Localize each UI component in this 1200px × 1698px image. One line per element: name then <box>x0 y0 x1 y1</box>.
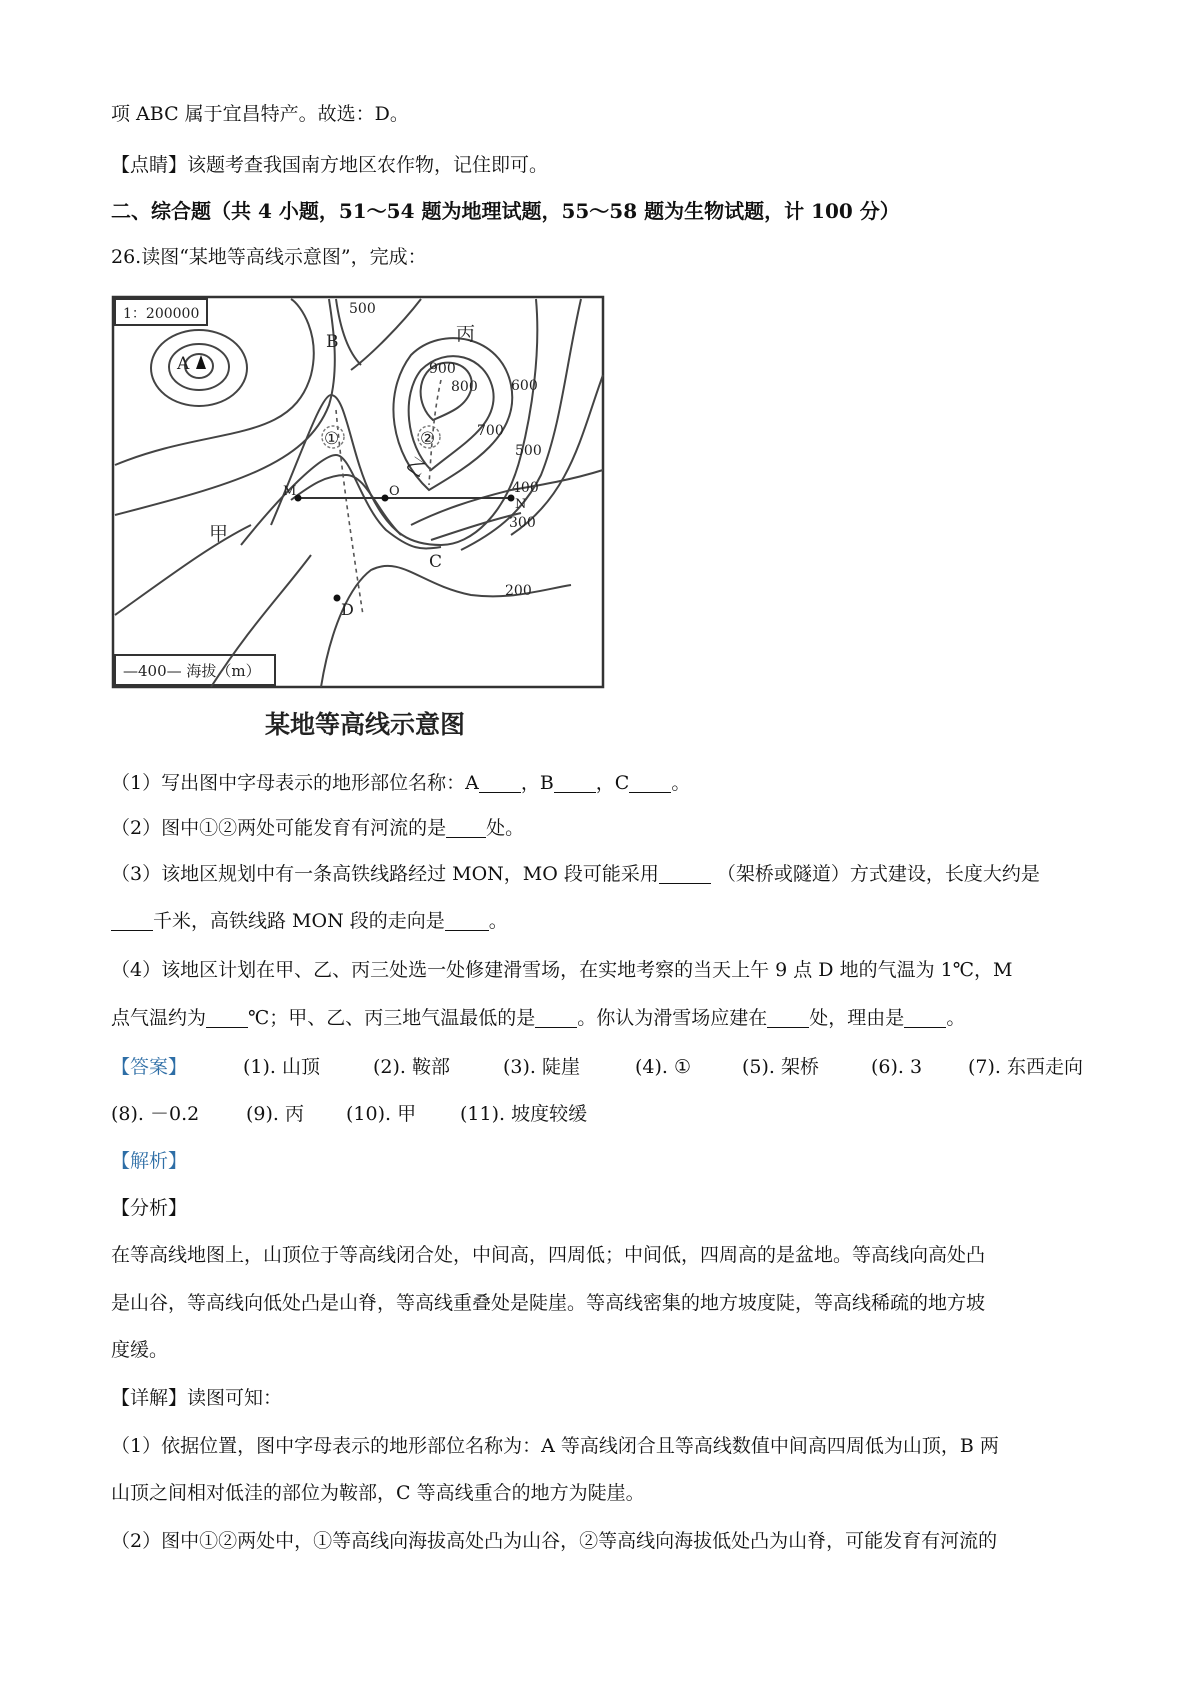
answer-blank[interactable] <box>445 910 489 931</box>
text-line: 【点睛】该题考查我国南方地区农作物，记住即可。 <box>111 154 549 176</box>
contour-line <box>431 513 521 540</box>
label-o: O <box>389 484 400 499</box>
answer-blank[interactable] <box>446 817 486 838</box>
analysis-text: 在等高线地图上，山顶位于等高线闭合处，中间高，四周低；中间低，四周高的是盆地。等高线向高处凸 <box>111 1244 986 1266</box>
analysis-label: 【解析】 <box>111 1150 188 1172</box>
answer-blank[interactable] <box>554 772 596 793</box>
answer-blank[interactable] <box>767 1007 809 1028</box>
answer-blank[interactable] <box>535 1007 577 1028</box>
question-1: （1）写出图中字母表示的地形部位名称：A ，B ，C 。 <box>111 772 691 794</box>
answer-blank[interactable] <box>206 1007 248 1028</box>
question-4: （4）该地区计划在甲、乙、丙三处选一处修建滑雪场，在实地考察的当天上午 9 点 D 地的气温为 1℃，M <box>111 959 1013 981</box>
contour-line <box>115 299 335 515</box>
contour-value: 400 <box>512 480 539 496</box>
question-4-cont: 点气温约为 ℃；甲、乙、丙三地气温最低的是 。你认为滑雪场应建在 处，理由是 。 <box>111 1007 966 1029</box>
answer-item: (10). 甲 <box>346 1103 417 1125</box>
contour-value: 800 <box>451 379 478 395</box>
answer-item: (2). 鞍部 <box>373 1056 450 1078</box>
contour-line <box>321 566 571 687</box>
answer-blank[interactable] <box>659 863 711 884</box>
contour-map-figure <box>111 295 605 745</box>
scale-text: 1：200000 <box>123 306 200 322</box>
contour-value: 500 <box>515 443 542 459</box>
answer-label: 【答案】 <box>111 1056 188 1078</box>
contour-value: 600 <box>511 378 538 394</box>
answer-blank[interactable] <box>479 772 521 793</box>
point-o <box>382 495 389 502</box>
contour-value: 900 <box>429 361 456 377</box>
label-b: B <box>326 332 339 352</box>
answer-item: (4). ① <box>635 1056 692 1078</box>
label-a: A <box>177 354 190 374</box>
label-m: M <box>283 484 297 499</box>
detail-text: 山顶之间相对低洼的部位为鞍部，C 等高线重合的地方为陡崖。 <box>111 1482 645 1504</box>
question-3-cont: 千米，高铁线路 MON 段的走向是 。 <box>111 908 508 934</box>
section-heading: 二、综合题（共 4 小题，51～54 题为地理试题，55～58 题为生物试题，计 100 分） <box>111 199 900 223</box>
answer-item: (11). 坡度较缓 <box>460 1103 588 1125</box>
legend-text: —400— 海拔（m） <box>123 662 261 680</box>
valley-line <box>336 410 363 615</box>
label-yi: 乙 <box>401 452 431 482</box>
answer-item: (8). －0.2 <box>111 1103 200 1125</box>
peak-icon <box>196 355 206 369</box>
answer-item: (7). 东西走向 <box>968 1056 1083 1078</box>
question-3: （3）该地区规划中有一条高铁线路经过 MON，MO 段可能采用 （架桥或隧道）方式建设，长度大约是 <box>111 863 1040 885</box>
answer-blank[interactable] <box>629 772 671 793</box>
contour-value: 300 <box>509 515 536 531</box>
label-n: N <box>515 497 527 512</box>
label-circle-1: ① <box>324 429 340 449</box>
point-d <box>334 595 341 602</box>
label-c: C <box>429 552 443 572</box>
answer-blank[interactable] <box>111 910 153 931</box>
contour-line <box>291 475 401 535</box>
label-bing: 丙 <box>456 323 476 345</box>
analysis-subheading: 【分析】 <box>111 1197 188 1219</box>
answer-item: (6). 3 <box>871 1056 923 1078</box>
answer-item: (9). 丙 <box>246 1103 304 1125</box>
label-jia: 甲 <box>209 523 229 545</box>
text-line: 项 ABC 属于宜昌特产。故选：D。 <box>111 103 409 125</box>
analysis-text: 是山谷，等高线向低处凸是山脊，等高线重叠处是陡崖。等高线密集的地方坡度陡，等高线稀疏的地方坡 <box>111 1292 986 1314</box>
contour-value: 700 <box>477 423 504 439</box>
detail-text: （1）依据位置，图中字母表示的地形部位名称为：A 等高线闭合且等高线数值中间高四周低为山顶，B 两 <box>111 1435 999 1457</box>
contour-value: 500 <box>349 301 376 317</box>
detail-text: （2）图中①②两处中，①等高线向海拔高处凸为山谷，②等高线向海拔低处凸为山脊，可能发育有河流的 <box>111 1530 998 1552</box>
answer-blank[interactable] <box>904 1007 946 1028</box>
question-2: （2）图中①②两处可能发育有河流的是 处。 <box>111 817 525 839</box>
label-d: D <box>341 600 354 619</box>
answer-item: (3). 陡崖 <box>503 1056 580 1078</box>
answer-item: (1). 山顶 <box>243 1056 320 1078</box>
label-circle-2: ② <box>420 429 436 449</box>
contour-line <box>115 525 251 615</box>
contour-value: 200 <box>505 583 532 599</box>
contour-map <box>111 295 605 745</box>
answer-item: (5). 架桥 <box>742 1056 819 1078</box>
detail-heading: 【详解】读图可知： <box>111 1387 283 1409</box>
question-title: 26.读图“某地等高线示意图”，完成： <box>111 246 427 268</box>
analysis-text: 度缓。 <box>111 1339 169 1361</box>
figure-caption: 某地等高线示意图 <box>265 710 466 739</box>
